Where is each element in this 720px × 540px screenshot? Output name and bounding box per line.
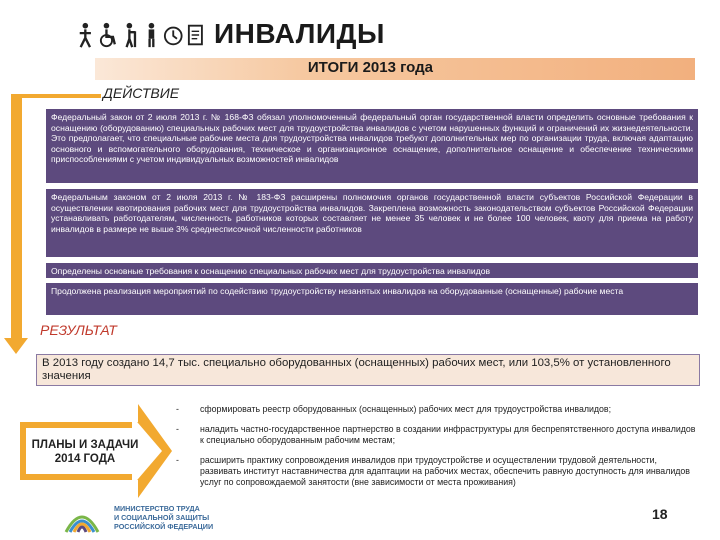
plans-list (176, 404, 700, 497)
ministry-logo-text (114, 504, 213, 531)
disabled-person-icon (76, 21, 95, 49)
ministry-logo-icon (62, 502, 102, 538)
plan-item (176, 424, 700, 446)
wheelchair-icon (99, 21, 118, 49)
action-box-law-183: Федеральным законом от 2 июля 2013 г. № 183-ФЗ расширены полномочия органов государственной власти субъектов Российской Федерации в осуществлении квотирования рабочих мест для трудоустройства инвалидов. Закреплена возможность законодательством субъектов Российской Федерации устанавливать работодателям, численность работников которых составляет не менее 35 человек и не более 100 человек, квоту для приема на работу инвалидов в размере не выше 3% среднесписочной численности работников (46, 189, 698, 257)
header-icons (76, 20, 204, 50)
clock-icon (163, 21, 183, 49)
document-icon (187, 21, 204, 49)
result-box: В 2013 году создано 14,7 тыс. специально оборудованных (оснащенных) рабочих мест, или 103,5% от установленного значения (36, 354, 700, 386)
plan-item-text: сформировать реестр оборудованных (оснащенных) рабочих мест для трудоустройства инвалидов; (200, 404, 612, 414)
plan-item (176, 404, 700, 415)
action-box-law-168: Федеральный закон от 2 июля 2013 г. № 168-ФЗ обязал уполномоченный федеральный орган государственной власти определить основные требования к оснащению (оборудованию) специальных рабочих мест для трудоустройства инвалидов с учетом нарушенных функций и ограничений их жизнедеятельности. Это предполагает, что специальные рабочие места для трудоустройства инвалидов требуют дополнительных мер по организации труда, включая адаптацию основного и вспомогательного оборудования, техническое и организационное оснащение, дополнительное оснащение и обеспечение техническими приспособлениями с учетом индивидуальных возможностей инвалидов (46, 109, 698, 183)
person-with-crutch-icon (121, 21, 140, 49)
timeline-top-connector (11, 94, 101, 98)
action-label: ДЕЙСТВИЕ (103, 85, 180, 101)
plan-item (176, 455, 700, 488)
plan-item-text: наладить частно-государственное партнерство в создании инфраструктуры для беспрепятственного доступа инвалидов к специально оборудованным рабочим местам; (200, 424, 696, 445)
logo-line: РОССИЙСКОЙ ФЕДЕРАЦИИ (114, 522, 214, 531)
plan-item-text: расширить практику сопровождения инвалидов при трудоустройстве и осуществлении трудовой деятельности, развивать институт наставничества для адаптации на рабочих местах, обеспечить равную доступность для инвалидов услуг по сопровождаемой занятости (вне зависимости от места проживания) (200, 455, 690, 487)
plan-dash: - (176, 455, 179, 465)
plan-dash: - (176, 404, 179, 414)
action-box-employment: Продолжена реализация мероприятий по содействию трудоустройству незанятых инвалидов на оборудованные (оснащенные) рабочие места (46, 283, 698, 315)
results-title: ИТОГИ 2013 года (307, 59, 433, 76)
results-bar (95, 58, 695, 80)
timeline-line (11, 94, 22, 342)
plans-label: ПЛАНЫ И ЗАДАЧИ 2014 ГОДА (31, 439, 139, 465)
page-number: 18 (652, 506, 668, 522)
timeline-arrow-icon (4, 338, 28, 354)
logo-line: МИНИСТЕРСТВО ТРУДА (114, 504, 200, 513)
page-title: ИНВАЛИДЫ (214, 18, 385, 49)
standing-person-icon (144, 21, 159, 49)
plan-dash: - (176, 424, 179, 434)
result-label: РЕЗУЛЬТАТ (40, 322, 117, 338)
action-box-requirements: Определены основные требования к оснащению специальных рабочих мест для трудоустройства инвалидов (46, 263, 698, 278)
logo-line: И СОЦИАЛЬНОЙ ЗАЩИТЫ (114, 513, 210, 522)
